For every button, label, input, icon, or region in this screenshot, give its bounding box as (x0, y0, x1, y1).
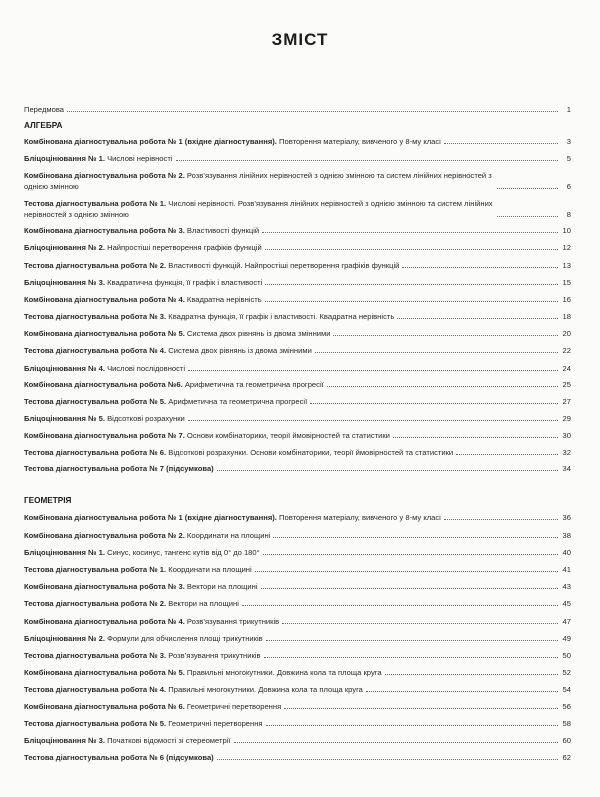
page-number: 34 (562, 464, 571, 473)
entry-title (24, 581, 258, 592)
entry-topic: Основи комбінаторики, теорії ймовірностей та статистики (184, 431, 390, 440)
page-number: 49 (562, 634, 571, 643)
toc-entry[interactable] (24, 616, 571, 627)
entry-topic: Повторення матеріалу, вивченого у 8-му класі (276, 137, 441, 146)
dot-leader (242, 605, 558, 606)
toc-entry[interactable] (24, 136, 571, 147)
section-heading: АЛГЕБРА (24, 121, 63, 130)
entry-topic: Розв’язування лінійних нерівностей з однією змінною та систем лінійних нерівностей з однією змінною (24, 171, 492, 191)
entry-title (24, 345, 312, 356)
entry-label: Тестова діагностувальна робота № 5. (24, 719, 167, 728)
entry-title (24, 633, 263, 644)
page-number: 32 (562, 448, 571, 457)
entry-topic: Властивості функцій (184, 226, 260, 235)
dot-leader (393, 437, 558, 438)
entry-topic: Квадратична функція, її графік і властивості (104, 278, 263, 287)
entry-label: Тестова діагностувальна робота № 4. (24, 346, 167, 355)
toc-entry[interactable] (24, 447, 571, 458)
dot-leader (444, 519, 558, 520)
toc-entry[interactable] (24, 735, 571, 746)
dot-leader (266, 725, 558, 726)
dot-leader (264, 657, 558, 658)
page-number: 41 (562, 565, 571, 574)
dot-leader (67, 111, 558, 112)
entry-title (24, 260, 399, 271)
entry-topic: Розв’язування трикутників (184, 617, 280, 626)
page-number: 12 (562, 243, 571, 252)
dot-leader (265, 301, 558, 302)
toc-entry[interactable] (24, 345, 571, 356)
page-number: 3 (566, 137, 571, 146)
toc-entry[interactable] (24, 379, 571, 390)
entry-title (24, 136, 441, 147)
entry-topic: Повторення матеріалу, вивченого у 8-му класі (276, 513, 441, 522)
dot-leader (261, 588, 558, 589)
entry-title (24, 752, 214, 763)
toc-entry[interactable] (24, 530, 571, 541)
dot-leader (217, 470, 558, 471)
entry-title (24, 718, 263, 729)
entry-topic: Відсоткові розрахунки (104, 414, 185, 423)
entry-title (24, 277, 262, 288)
toc-entry[interactable] (24, 363, 571, 374)
entry-title (24, 170, 494, 192)
entry-topic: Вектори на площині (184, 582, 258, 591)
entry-label: Бліцоцінювання № 2. (24, 634, 105, 643)
entry-title (24, 512, 441, 523)
toc-entry[interactable] (24, 294, 571, 305)
entry-label: Тестова діагностувальна робота № 6 (підсумкова) (24, 753, 214, 762)
toc-entry[interactable] (24, 170, 571, 192)
dot-leader (265, 249, 558, 250)
entry-label: Тестова діагностувальна робота № 4. (24, 685, 167, 694)
page-number: 36 (562, 513, 571, 522)
entry-topic: Формули для обчислення площі трикутників (104, 634, 263, 643)
dot-leader (255, 571, 558, 572)
entry-title (24, 413, 185, 424)
toc-entry[interactable] (24, 225, 571, 236)
entry-label: Комбінована діагностувальна робота № 6. (24, 702, 185, 711)
entry-label: Тестова діагностувальна робота № 5. (24, 397, 167, 406)
toc-entry[interactable] (24, 311, 571, 322)
page-number: 22 (562, 346, 571, 355)
dot-leader (263, 554, 558, 555)
dot-leader (176, 160, 559, 161)
entry-topic: Числові послідовності (104, 364, 186, 373)
entry-topic: Найпростіші перетворення графіків функцій (104, 243, 262, 252)
toc-entry[interactable] (24, 413, 571, 424)
entry-label: Бліцоцінювання № 5. (24, 414, 105, 423)
entry-title (24, 328, 330, 339)
entry-title (24, 564, 252, 575)
page-number: 60 (562, 736, 571, 745)
dot-leader (234, 742, 559, 743)
entry-topic: Квадратна нерівність (184, 295, 262, 304)
entry-label: Тестова діагностувальна робота № 1. (24, 199, 167, 208)
entry-topic: Відсоткові розрахунки. Основи комбінаторики, теорії ймовірностей та статистики (166, 448, 454, 457)
entry-label: Комбінована діагностувальна робота № 4. (24, 295, 185, 304)
dot-leader (497, 188, 558, 189)
entry-title (24, 363, 185, 374)
dot-leader (217, 759, 558, 760)
dot-leader (284, 708, 558, 709)
entry-title (24, 396, 307, 407)
dot-leader (333, 335, 558, 336)
entry-label: Бліцоцінювання № 1. (24, 548, 105, 557)
toc-entry[interactable] (24, 701, 571, 712)
page-number: 47 (562, 617, 571, 626)
dot-leader (188, 420, 558, 421)
entry-label: Комбінована діагностувальна робота № 1 (вхідне діагностування). (24, 137, 277, 146)
entry-title (24, 447, 453, 458)
page-number: 20 (562, 329, 571, 338)
entry-label: Тестова діагностувальна робота № 3. (24, 651, 167, 660)
page-number: 38 (562, 531, 571, 540)
entry-title (24, 198, 494, 220)
entry-label: Тестова діагностувальна робота № 2. (24, 261, 167, 270)
page-number: 29 (562, 414, 571, 423)
toc-entry[interactable] (24, 598, 571, 609)
entry-title (24, 616, 279, 627)
entry-topic: Система двох рівнянь із двома змінними (184, 329, 331, 338)
entry-title (24, 311, 394, 322)
entry-topic: Початкові відомості зі стереометрії (104, 736, 231, 745)
entry-label: Комбінована діагностувальна робота № 3. (24, 582, 185, 591)
page-number: 56 (562, 702, 571, 711)
page-number: 25 (562, 380, 571, 389)
entry-title (24, 735, 231, 746)
page-number: 5 (566, 154, 571, 163)
toc-entry[interactable] (24, 718, 571, 729)
entry-topic: Арифметична та геометрична прогресії (166, 397, 308, 406)
dot-leader (310, 403, 558, 404)
entry-label: Тестова діагностувальна робота № 6. (24, 448, 167, 457)
page-number: 10 (562, 226, 571, 235)
dot-leader (397, 318, 558, 319)
entry-label: Комбінована діагностувальна робота №6. (24, 380, 183, 389)
entry-topic: Синус, косинус, тангенс кутів від 0° до 180° (104, 548, 260, 557)
entry-topic: Координати на площині (166, 565, 252, 574)
dot-leader (497, 216, 558, 217)
page-number: 1 (566, 105, 571, 114)
entry-topic: Правильні многокутники. Довжина кола та площа круга (184, 668, 382, 677)
entry-topic: Геометричні перетворення (184, 702, 282, 711)
dot-leader (265, 284, 558, 285)
toc-entry[interactable] (24, 650, 571, 661)
entry-title (24, 463, 214, 474)
toc-entry[interactable] (24, 633, 571, 644)
page-number: 8 (566, 210, 571, 219)
entry-label: Тестова діагностувальна робота № 2. (24, 599, 167, 608)
entry-label: Бліцоцінювання № 4. (24, 364, 105, 373)
toc-entry[interactable] (24, 564, 571, 575)
entry-label: Бліцоцінювання № 2. (24, 243, 105, 252)
entry-title: Передмова (24, 105, 65, 114)
dot-leader (327, 386, 558, 387)
entry-label: Комбінована діагностувальна робота № 5. (24, 668, 185, 677)
toc-entry[interactable] (24, 328, 571, 339)
entry-label: Комбінована діагностувальна робота № 2. (24, 171, 185, 180)
page-number: 16 (562, 295, 571, 304)
section-heading: ГЕОМЕТРІЯ (24, 496, 72, 505)
page-number: 43 (562, 582, 571, 591)
page-number: 27 (562, 397, 571, 406)
page-number: 24 (562, 364, 571, 373)
page-number: 52 (562, 668, 571, 677)
toc-entry[interactable] (24, 752, 571, 763)
entry-title (24, 684, 363, 695)
entry-label: Комбінована діагностувальна робота № 3. (24, 226, 185, 235)
toc-entry[interactable] (24, 277, 571, 288)
toc-entry[interactable] (24, 581, 571, 592)
page-title: ЗМІСТ (271, 30, 329, 49)
entry-title (24, 598, 239, 609)
entry-label: Комбінована діагностувальна робота № 1 (вхідне діагностування). (24, 513, 277, 522)
toc-entry[interactable] (24, 430, 571, 441)
entry-topic: Вектори на площині (166, 599, 239, 608)
toc-entry[interactable] (24, 667, 571, 678)
page-number: 58 (562, 719, 571, 728)
entry-title (24, 667, 382, 678)
entry-label: Бліцоцінювання № 3. (24, 736, 105, 745)
entry-topic: Система двох рівнянь із двома змінними (166, 346, 312, 355)
entry-title (24, 547, 260, 558)
entry-title (24, 153, 173, 164)
toc-entry[interactable] (24, 512, 571, 523)
page-number: 15 (562, 278, 571, 287)
entry-label: Комбінована діагностувальна робота № 7. (24, 431, 185, 440)
entry-title (24, 294, 262, 305)
entry-topic: Властивості функцій. Найпростіші перетворення графіків функцій (166, 261, 400, 270)
toc-entry-preface[interactable] (24, 104, 571, 115)
toc-entry[interactable] (24, 463, 571, 474)
dot-leader (266, 640, 558, 641)
entry-title (24, 650, 261, 661)
page-number: 45 (562, 599, 571, 608)
entry-label: Бліцоцінювання № 3. (24, 278, 105, 287)
entry-title (24, 225, 259, 236)
entry-label: Тестова діагностувальна робота № 3. (24, 312, 167, 321)
toc-entry[interactable] (24, 198, 571, 220)
dot-leader (315, 352, 558, 353)
entry-label: Комбінована діагностувальна робота № 5. (24, 329, 185, 338)
dot-leader (262, 232, 558, 233)
page-number: 30 (562, 431, 571, 440)
entry-label: Тестова діагностувальна робота № 1. (24, 565, 167, 574)
toc-entry[interactable] (24, 396, 571, 407)
page-number: 13 (562, 261, 571, 270)
dot-leader (366, 691, 558, 692)
entry-topic: Геометричні перетворення (166, 719, 263, 728)
toc-entry[interactable] (24, 684, 571, 695)
page-number: 40 (562, 548, 571, 557)
page-number: 50 (562, 651, 571, 660)
entry-title (24, 430, 390, 441)
entry-label: Комбінована діагностувальна робота № 4. (24, 617, 185, 626)
dot-leader (402, 267, 558, 268)
toc-entry[interactable] (24, 260, 571, 271)
entry-label: Комбінована діагностувальна робота № 2. (24, 531, 185, 540)
page-number: 54 (562, 685, 571, 694)
entry-title (24, 242, 262, 253)
page-number: 6 (566, 182, 571, 191)
dot-leader (444, 143, 558, 144)
entry-topic: Квадратна функція, її графік і властивості. Квадратна нерівність (166, 312, 395, 321)
entry-title (24, 701, 281, 712)
page-number: 62 (562, 753, 571, 762)
dot-leader (282, 623, 558, 624)
dot-leader (456, 454, 558, 455)
toc-entry[interactable] (24, 547, 571, 558)
entry-title (24, 379, 324, 390)
entry-topic: Розв’язування трикутників (166, 651, 261, 660)
entry-topic: Координати на площині (184, 531, 271, 540)
dot-leader (188, 370, 558, 371)
entry-topic: Числові нерівності (104, 154, 173, 163)
dot-leader (273, 537, 558, 538)
entry-topic: Арифметична та геометрична прогресії (182, 380, 324, 389)
page-number: 18 (562, 312, 571, 321)
entry-title (24, 530, 270, 541)
entry-topic: Правильні многокутники. Довжина кола та площа круга (166, 685, 363, 694)
toc-entry[interactable] (24, 242, 571, 253)
entry-label: Бліцоцінювання № 1. (24, 154, 105, 163)
entry-topic: Числові нерівності. Розв’язування лінійних нерівностей з однією змінною та систем лінійних нерівностей з однією змінною (24, 199, 493, 219)
toc-entry[interactable] (24, 153, 571, 164)
dot-leader (385, 674, 558, 675)
entry-label: Тестова діагностувальна робота № 7 (підсумкова) (24, 464, 214, 473)
